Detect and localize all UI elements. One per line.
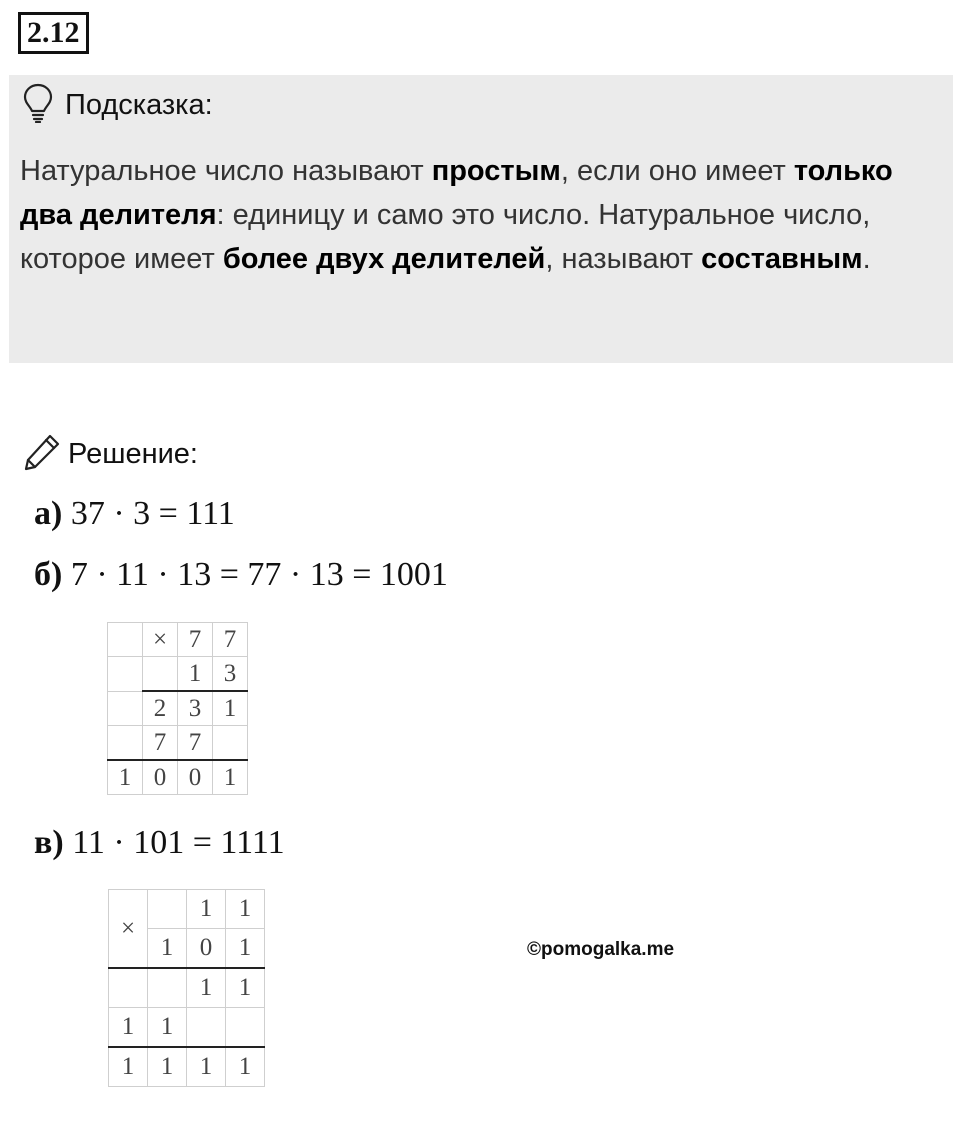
grid-cell: 1 <box>148 1008 187 1048</box>
grid-cell: 0 <box>143 760 178 795</box>
grid-cell: 1 <box>226 890 265 929</box>
grid-cell: 1 <box>108 760 143 795</box>
hint-text-segment: . <box>862 243 871 275</box>
grid-cell: 1 <box>148 929 187 969</box>
grid-cell <box>143 657 178 692</box>
grid-cell <box>213 726 248 761</box>
grid-cell: 3 <box>178 691 213 726</box>
solution-part-b <box>34 556 448 594</box>
watermark: ©pomogalka.me <box>527 939 675 960</box>
solution-title: Решение: <box>68 437 198 470</box>
grid-cell: 7 <box>178 726 213 761</box>
grid-cell <box>108 726 143 761</box>
hint-text-segment: , если оно имеет <box>560 155 794 187</box>
grid-cell <box>226 1008 265 1048</box>
grid-cell <box>109 968 148 1008</box>
grid-cell: 1 <box>213 760 248 795</box>
grid-cell: 1 <box>148 1047 187 1087</box>
grid-cell <box>108 657 143 692</box>
grid-cell: 2 <box>143 691 178 726</box>
grid-cell <box>187 1008 226 1048</box>
task-number: 2.12 <box>18 12 89 54</box>
grid-cell: 3 <box>213 657 248 692</box>
part-v-expression: 11 · 101 = 1111 <box>72 824 285 861</box>
part-a-expression: 37 · 3 = 111 <box>70 495 235 532</box>
grid-cell: 7 <box>213 623 248 657</box>
hint-text <box>20 149 940 281</box>
grid-cell <box>108 691 143 726</box>
hint-term: простым <box>431 155 561 187</box>
multiplication-grid-b <box>107 622 248 795</box>
grid-cell <box>148 968 187 1008</box>
solution-part-v <box>34 824 285 862</box>
hint-term: более двух делителей <box>222 243 546 275</box>
grid-cell: 1 <box>187 968 226 1008</box>
grid-cell: 1 <box>187 1047 226 1087</box>
grid-cell: 1 <box>226 968 265 1008</box>
grid-cell <box>148 890 187 929</box>
grid-cell: 7 <box>143 726 178 761</box>
part-b-label: б) <box>34 556 63 593</box>
hint-text-segment: Натуральное число называют <box>20 155 432 187</box>
hint-text-segment: : единицу и само это число. Натуральное число, которое имеет <box>20 199 871 275</box>
hint-box <box>9 75 953 363</box>
grid-cell: 1 <box>109 1008 148 1048</box>
grid-cell: × <box>109 890 148 969</box>
multiplication-grid-v <box>108 889 265 1087</box>
grid-cell: 0 <box>187 929 226 969</box>
part-v-label: в) <box>34 824 64 861</box>
hint-header <box>23 85 213 125</box>
hint-title: Подсказка: <box>65 88 213 121</box>
lightbulb-icon <box>23 83 53 128</box>
grid-cell: 1 <box>213 691 248 726</box>
grid-cell <box>108 623 143 657</box>
grid-cell: 7 <box>178 623 213 657</box>
grid-cell: 1 <box>187 890 226 929</box>
pencil-icon <box>22 432 62 477</box>
solution-header <box>22 432 198 476</box>
grid-cell: 1 <box>226 1047 265 1087</box>
grid-cell: × <box>143 623 178 657</box>
part-a-label: а) <box>34 495 63 532</box>
grid-cell: 1 <box>109 1047 148 1087</box>
grid-cell: 1 <box>178 657 213 692</box>
hint-text-segment: , называют <box>545 243 702 275</box>
grid-cell: 0 <box>178 760 213 795</box>
part-b-expression: 7 · 11 · 13 = 77 · 13 = 1001 <box>70 556 448 593</box>
solution-part-a <box>34 495 235 533</box>
hint-term: только два делителя <box>20 155 893 231</box>
hint-term: составным <box>701 243 863 275</box>
grid-cell: 1 <box>226 929 265 969</box>
